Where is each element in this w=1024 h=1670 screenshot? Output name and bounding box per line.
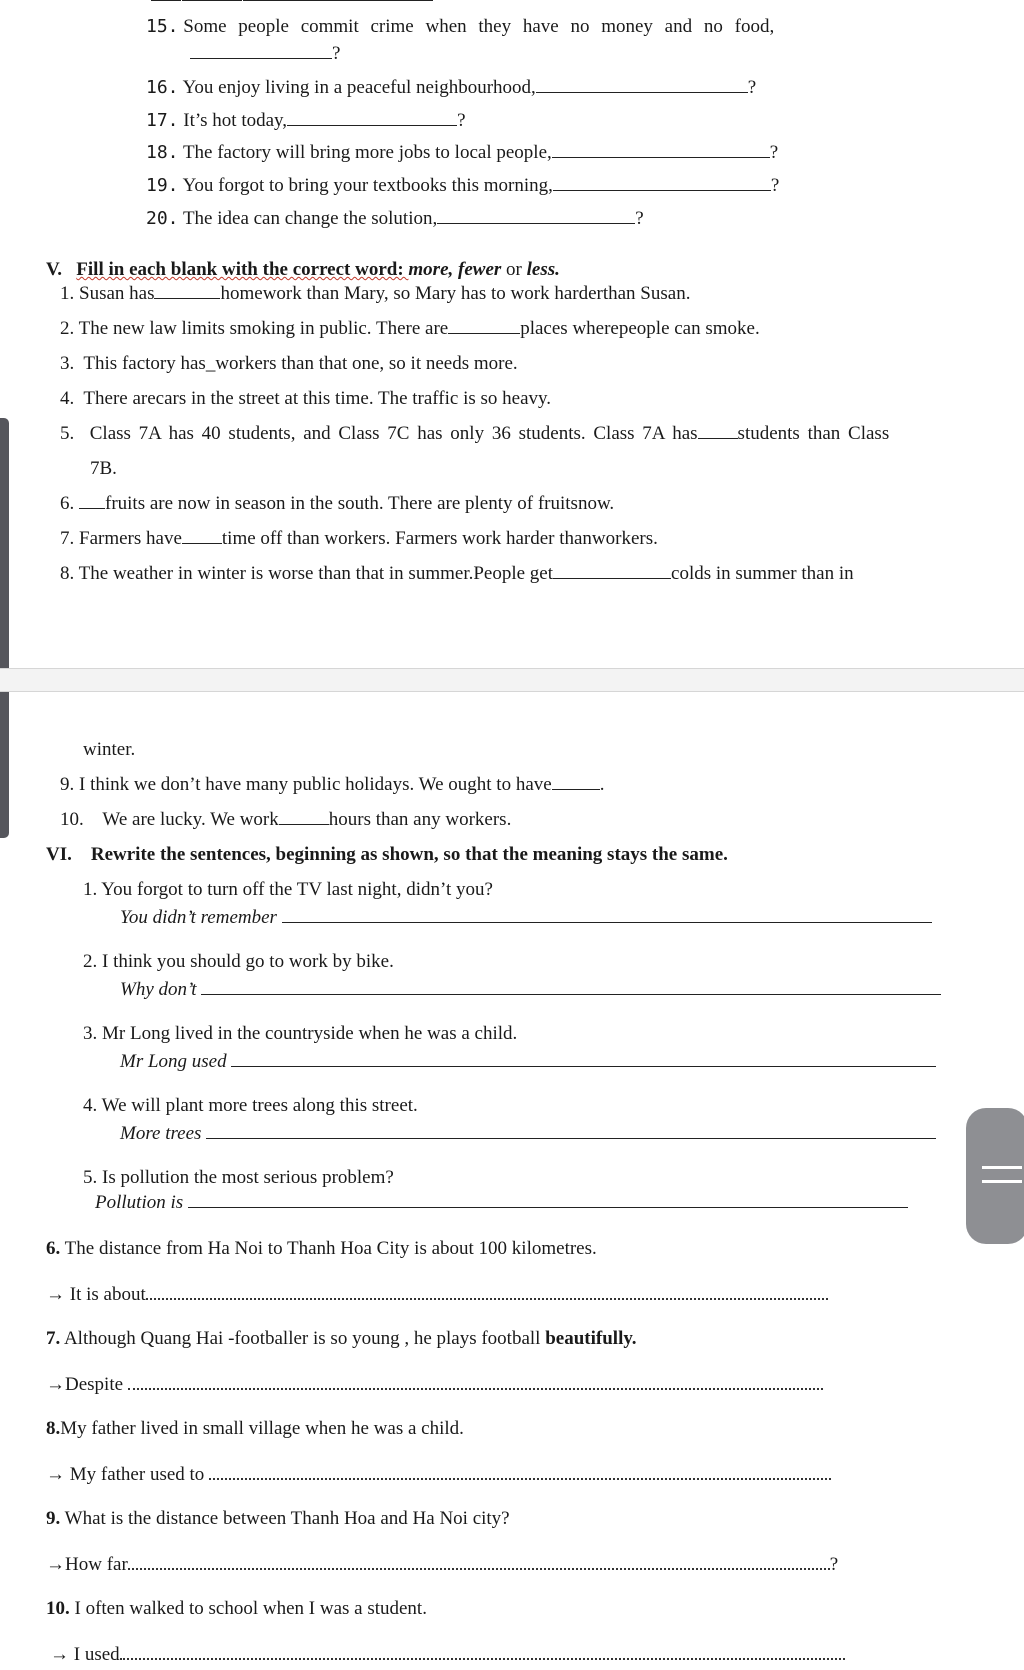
answer-start: More trees — [120, 1123, 202, 1144]
item-number: 19. — [146, 175, 179, 196]
item-number: 1. — [60, 283, 75, 304]
item-question: I often walked to school when I was a student. — [74, 1598, 427, 1619]
item-text: Farmers have — [79, 528, 182, 549]
v-item-5 — [60, 422, 889, 446]
answer-start: → My father used to — [46, 1464, 205, 1485]
answer-blank[interactable] — [437, 207, 635, 224]
item-question: My father lived in small village when he was a child. — [60, 1418, 464, 1439]
item-question: I think you should go to work by bike. — [102, 951, 394, 972]
title-or: or — [501, 259, 527, 280]
section-number: V. — [46, 259, 63, 280]
answer-start: →How far — [46, 1554, 128, 1575]
vi-item-5 — [83, 1166, 394, 1190]
item-number: 4. — [60, 388, 75, 409]
answer-blank[interactable] — [552, 141, 770, 158]
item-text: The factory will bring more jobs to local people, — [182, 142, 552, 163]
section-number: VI. — [46, 844, 72, 865]
item-text: We are lucky. We work — [102, 809, 279, 830]
item-text: hours than any workers. — [328, 809, 512, 830]
answer-dots[interactable] — [128, 1554, 830, 1570]
title-options: more, fewer — [408, 259, 502, 280]
item-15-answer[interactable] — [190, 42, 340, 66]
item-17 — [146, 109, 466, 133]
item-number: 8. — [46, 1418, 61, 1439]
item-number: 5. — [60, 423, 75, 444]
item-question: Although Quang Hai -footballer is so young , he plays football — [63, 1328, 546, 1349]
item-text: The new law limits smoking in public. There are — [78, 318, 449, 339]
item-text: You enjoy living in a peaceful neighbourhood, — [182, 77, 536, 98]
item-question: You forgot to turn off the TV last night, didn’t you? — [101, 879, 493, 900]
item-text: The weather in winter is worse than that in summer.People get — [78, 563, 554, 584]
item-15 — [146, 15, 774, 39]
vi-item-3-answer[interactable] — [120, 1050, 936, 1074]
answer-blank[interactable] — [552, 773, 600, 790]
answer-blank[interactable] — [279, 808, 329, 825]
item-text: 7B. — [90, 458, 117, 479]
item-question: We will plant more trees along this street. — [101, 1095, 418, 1116]
item-number: 8. — [60, 563, 75, 584]
vi-item-6 — [46, 1237, 597, 1261]
item-number: 4. — [83, 1095, 98, 1116]
item-number: 10. — [46, 1598, 70, 1619]
v-item-8-cont — [83, 738, 135, 762]
item-number: 9. — [60, 774, 75, 795]
v-item-3 — [60, 352, 518, 376]
answer-blank[interactable] — [182, 527, 222, 544]
vi-item-7-answer[interactable] — [46, 1373, 823, 1397]
question-mark: ? — [747, 77, 757, 98]
answer-blank[interactable] — [448, 317, 520, 334]
vi-item-1-answer[interactable] — [120, 906, 932, 930]
item-number: 17. — [146, 110, 179, 131]
item-text: homework than Mary, so Mary has to work harderthan Susan. — [220, 283, 691, 304]
item-number: 5. — [83, 1167, 98, 1188]
answer-start: Mr Long used — [120, 1051, 227, 1072]
vi-item-4 — [83, 1094, 418, 1118]
answer-start: → I used — [50, 1644, 120, 1665]
title-text: Rewrite the sentences, beginning as shown, so that the meaning stays the same. — [90, 844, 728, 865]
item-text: students than Class — [737, 423, 890, 444]
v-item-6 — [60, 492, 614, 516]
item-number: 15. — [146, 16, 179, 37]
item-number: 3. — [83, 1023, 98, 1044]
v-item-5-cont — [90, 457, 117, 481]
item-number: 1. — [83, 879, 98, 900]
item-20 — [146, 207, 644, 231]
vi-item-4-answer[interactable] — [120, 1122, 936, 1146]
vi-item-1 — [83, 878, 493, 902]
v-item-8 — [60, 562, 854, 586]
item-number: 9. — [46, 1508, 61, 1529]
item-number: 7. — [46, 1328, 61, 1349]
vi-item-5-answer[interactable] — [95, 1191, 908, 1215]
answer-start: → It is about — [46, 1284, 146, 1305]
vi-item-2-answer[interactable] — [120, 978, 941, 1002]
v-item-1 — [60, 282, 690, 306]
item-text: time off than workers. Farmers work harder thanworkers. — [221, 528, 658, 549]
item-text: places wherepeople can smoke. — [520, 318, 760, 339]
answer-start: Pollution is — [95, 1192, 184, 1213]
answer-blank[interactable] — [536, 76, 748, 93]
item-number: 18. — [146, 142, 179, 163]
item-text: Class 7A has 40 students, and Class 7C has only 36 students. Class 7A has — [89, 423, 698, 444]
item-text: It’s hot today, — [183, 110, 288, 131]
answer-blank[interactable] — [206, 1122, 936, 1139]
answer-start: You didn’t remember — [120, 907, 277, 928]
answer-blank[interactable] — [79, 492, 105, 509]
item-text: I think we don’t have many public holidays. We ought to have — [79, 774, 552, 795]
question-mark: ? — [829, 1554, 839, 1575]
item-number: 16. — [146, 77, 179, 98]
item-number: 6. — [60, 493, 75, 514]
item-number: 2. — [60, 318, 75, 339]
vi-item-9-answer[interactable] — [46, 1553, 838, 1577]
cut-off-line — [150, 0, 434, 8]
section-v-title — [46, 258, 560, 282]
item-text: colds in summer than in — [671, 563, 854, 584]
page-separator — [0, 668, 1024, 692]
v-item-9 — [60, 773, 604, 797]
item-text: The idea can change the solution, — [182, 208, 438, 229]
question-mark: ? — [635, 208, 644, 229]
answer-blank[interactable] — [231, 1050, 936, 1067]
answer-blank[interactable] — [282, 906, 932, 923]
question-mark: ? — [769, 142, 779, 163]
item-question-bold: beautifully. — [545, 1328, 637, 1349]
vi-item-10-answer[interactable] — [50, 1643, 845, 1667]
scroll-handle[interactable] — [966, 1108, 1024, 1244]
vi-item-8-answer[interactable] — [46, 1463, 831, 1487]
title-text: Fill in each blank with the correct word: — [76, 259, 409, 280]
item-number: 3. — [60, 353, 75, 374]
item-question: Mr Long lived in the countryside when he was a child. — [102, 1023, 518, 1044]
answer-blank[interactable] — [553, 562, 671, 579]
vi-item-10 — [46, 1597, 427, 1621]
v-item-7 — [60, 527, 658, 551]
section-vi-title — [46, 843, 728, 867]
vi-item-7 — [46, 1327, 637, 1351]
question-mark: ? — [770, 175, 780, 196]
answer-blank[interactable] — [201, 978, 941, 995]
vi-item-6-answer[interactable] — [46, 1283, 828, 1307]
answer-dots[interactable] — [128, 1374, 823, 1390]
vi-item-3 — [83, 1022, 517, 1046]
answer-dots[interactable] — [209, 1464, 831, 1480]
v-item-2 — [60, 317, 760, 341]
item-number: 20. — [146, 208, 179, 229]
vi-item-2 — [83, 950, 394, 974]
answer-blank[interactable] — [287, 109, 457, 126]
answer-blank[interactable] — [188, 1191, 908, 1208]
item-text: . — [599, 774, 605, 795]
item-text: There arecars in the street at this time. The traffic is so heavy. — [83, 388, 552, 409]
question-mark: ? — [332, 43, 341, 64]
answer-blank[interactable] — [154, 282, 220, 299]
vi-item-9 — [46, 1507, 510, 1531]
answer-start: Why don’t — [120, 979, 197, 1000]
left-edge-bar — [0, 418, 9, 838]
answer-start: →Despite — [46, 1374, 124, 1395]
v-item-4 — [60, 387, 551, 411]
answer-blank[interactable] — [698, 422, 738, 439]
title-option-less: less. — [526, 259, 560, 280]
item-16 — [146, 76, 756, 100]
item-text: This factory has_workers than that one, so it needs more. — [83, 353, 518, 374]
item-number: 6. — [46, 1238, 61, 1259]
item-number: 7. — [60, 528, 75, 549]
item-text: You forgot to bring your textbooks this morning, — [182, 175, 553, 196]
answer-dots[interactable] — [146, 1284, 828, 1300]
question-mark: ? — [457, 110, 466, 131]
item-question: The distance from Ha Noi to Thanh Hoa City is about 100 kilometres. — [64, 1238, 597, 1259]
answer-dots[interactable] — [120, 1644, 845, 1660]
item-19 — [146, 174, 779, 198]
item-question: Is pollution the most serious problem? — [102, 1167, 394, 1188]
item-text: fruits are now in season in the south. There are plenty of fruitsnow. — [105, 493, 615, 514]
item-text: Susan has — [79, 283, 155, 304]
answer-blank[interactable] — [553, 174, 771, 191]
item-number: 2. — [83, 951, 98, 972]
item-18 — [146, 141, 778, 165]
item-number: 10. — [60, 809, 84, 830]
item-text: winter. — [83, 739, 136, 760]
item-text: Some people commit crime when they have no money and no food, — [183, 16, 775, 37]
vi-item-8 — [46, 1417, 464, 1441]
v-item-10 — [60, 808, 511, 832]
item-question: What is the distance between Thanh Hoa and Ha Noi city? — [64, 1508, 510, 1529]
